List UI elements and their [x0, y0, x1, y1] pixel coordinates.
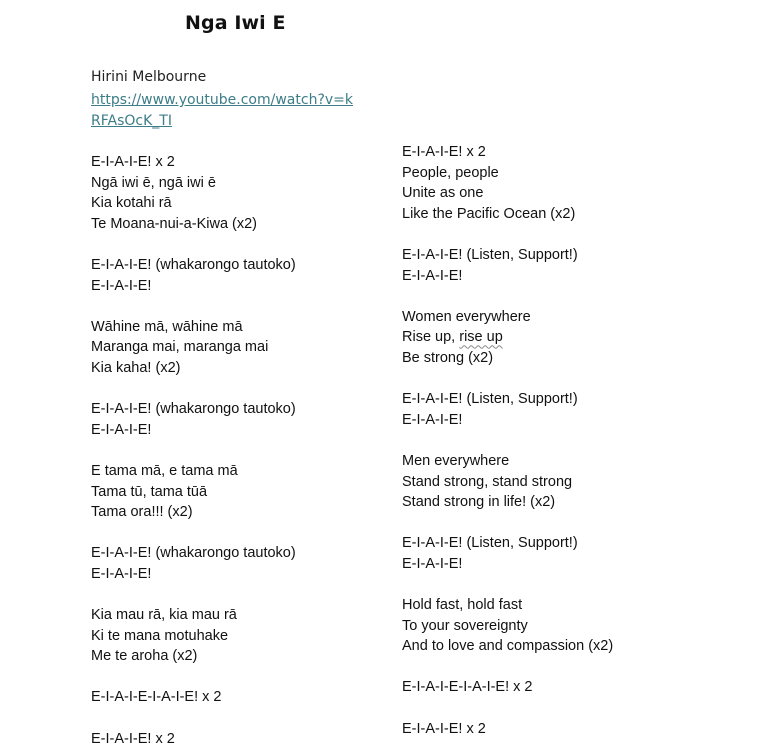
song-title: Nga Iwi E — [185, 12, 286, 34]
stanza-gap — [402, 698, 742, 719]
lyric-line: E-I-A-I-E! (whakarongo tautoko) — [91, 401, 296, 418]
lyric-line: People, people — [402, 164, 499, 181]
lyric-line: Stand strong, stand strong — [402, 473, 573, 490]
lyric-line: Te Moana-nui-a-Kiwa (x2) — [91, 215, 258, 232]
lyric-line: Men everywhere — [402, 452, 510, 469]
stanza — [402, 142, 742, 224]
lyric-line: E-I-A-I-E! x 2 — [91, 730, 175, 747]
stanza — [91, 729, 391, 750]
lyric-line: E-I-A-I-E! — [91, 565, 152, 582]
stanza-gap — [91, 667, 391, 688]
stanza — [91, 543, 391, 584]
stanza-gap — [402, 657, 742, 678]
lyric-line: Wāhine mā, wāhine mā — [91, 318, 243, 335]
lyric-line: E-I-A-I-E! (whakarongo tautoko) — [91, 256, 296, 273]
stanza — [91, 317, 391, 379]
lyric-line: Ki te mana motuhake — [91, 627, 229, 644]
stanza-gap — [402, 224, 742, 245]
stanza — [402, 307, 742, 369]
lyric-line: Kia mau rā, kia mau rā — [91, 607, 237, 624]
stanza-gap — [402, 430, 742, 451]
maori-lyrics-column — [91, 152, 391, 749]
lyric-line: Stand strong in life! (x2) — [402, 494, 556, 511]
lyric-line: Maranga mai, maranga mai — [91, 339, 269, 356]
lyric-line: Like the Pacific Ocean (x2) — [402, 205, 576, 222]
lyric-line: And to love and compassion (x2) — [402, 638, 614, 655]
lyric-line: Hold fast, hold fast — [402, 597, 523, 614]
stanza — [91, 255, 391, 296]
stanza-gap — [91, 440, 391, 461]
lyric-line: E-I-A-I-E! x 2 — [402, 720, 486, 737]
stanza — [402, 719, 742, 740]
lyric-line: E-I-A-I-E! — [402, 267, 463, 284]
stanza — [91, 461, 391, 523]
lyric-line: Tama ora!!! (x2) — [91, 504, 193, 521]
lyric-line: Kia kotahi rā — [91, 195, 172, 212]
lyric-line: Me te aroha (x2) — [91, 648, 198, 665]
stanza-gap — [91, 296, 391, 317]
spellcheck-underline: rise up — [459, 329, 503, 346]
lyric-line: E-I-A-I-E! x 2 — [402, 144, 486, 160]
lyric-line: E-I-A-I-E! (Listen, Support!) — [402, 246, 578, 263]
stanza — [91, 152, 391, 234]
stanza-gap — [402, 286, 742, 307]
author-name: Hirini Melbourne — [91, 69, 207, 85]
lyric-line: E-I-A-I-E! x 2 — [91, 154, 175, 170]
stanza-gap — [91, 584, 391, 605]
lyric-line: E-I-A-I-E! (whakarongo tautoko) — [91, 545, 296, 562]
lyric-line: Unite as one — [402, 185, 484, 202]
lyric-line: Be strong (x2) — [402, 349, 494, 366]
english-lyrics-column — [402, 142, 742, 739]
lyric-line: E-I-A-I-E! — [402, 555, 463, 572]
lyric-line: E-I-A-I-E! — [91, 421, 152, 438]
lyric-line: To your sovereignty — [402, 617, 528, 634]
stanza — [91, 399, 391, 440]
stanza-gap — [402, 574, 742, 595]
stanza — [91, 687, 391, 708]
stanza — [402, 533, 742, 574]
stanza — [402, 389, 742, 430]
lyric-line: E-I-A-I-E-I-A-I-E! x 2 — [402, 679, 533, 696]
lyric-line: E-I-A-I-E! (Listen, Support!) — [402, 535, 578, 552]
stanza-gap — [91, 234, 391, 255]
stanza-gap — [91, 708, 391, 729]
stanza — [402, 245, 742, 286]
stanza-gap — [402, 369, 742, 390]
lyric-line: Rise up, rise up — [402, 329, 503, 346]
stanza — [91, 605, 391, 667]
stanza — [402, 677, 742, 698]
lyric-line: Tama tū, tama tūā — [91, 483, 208, 500]
stanza-gap — [91, 379, 391, 400]
lyric-line: Ngā iwi ē, ngā iwi ē — [91, 174, 216, 191]
lyric-line: Kia kaha! (x2) — [91, 359, 181, 376]
lyric-line: E-I-A-I-E-I-A-I-E! x 2 — [91, 689, 222, 706]
lyric-line: Women everywhere — [402, 308, 531, 325]
youtube-link[interactable]: https://www.youtube.com/watch?v=kRFAsOcK_TI — [91, 92, 353, 129]
lyric-line: E tama mā, e tama mā — [91, 462, 238, 479]
stanza — [402, 595, 742, 657]
stanza-gap — [91, 523, 391, 544]
lyric-line: E-I-A-I-E! — [402, 411, 463, 428]
lyric-line: E-I-A-I-E! — [91, 277, 152, 294]
stanza — [402, 451, 742, 513]
lyric-line: E-I-A-I-E! (Listen, Support!) — [402, 391, 578, 408]
stanza-gap — [402, 513, 742, 534]
